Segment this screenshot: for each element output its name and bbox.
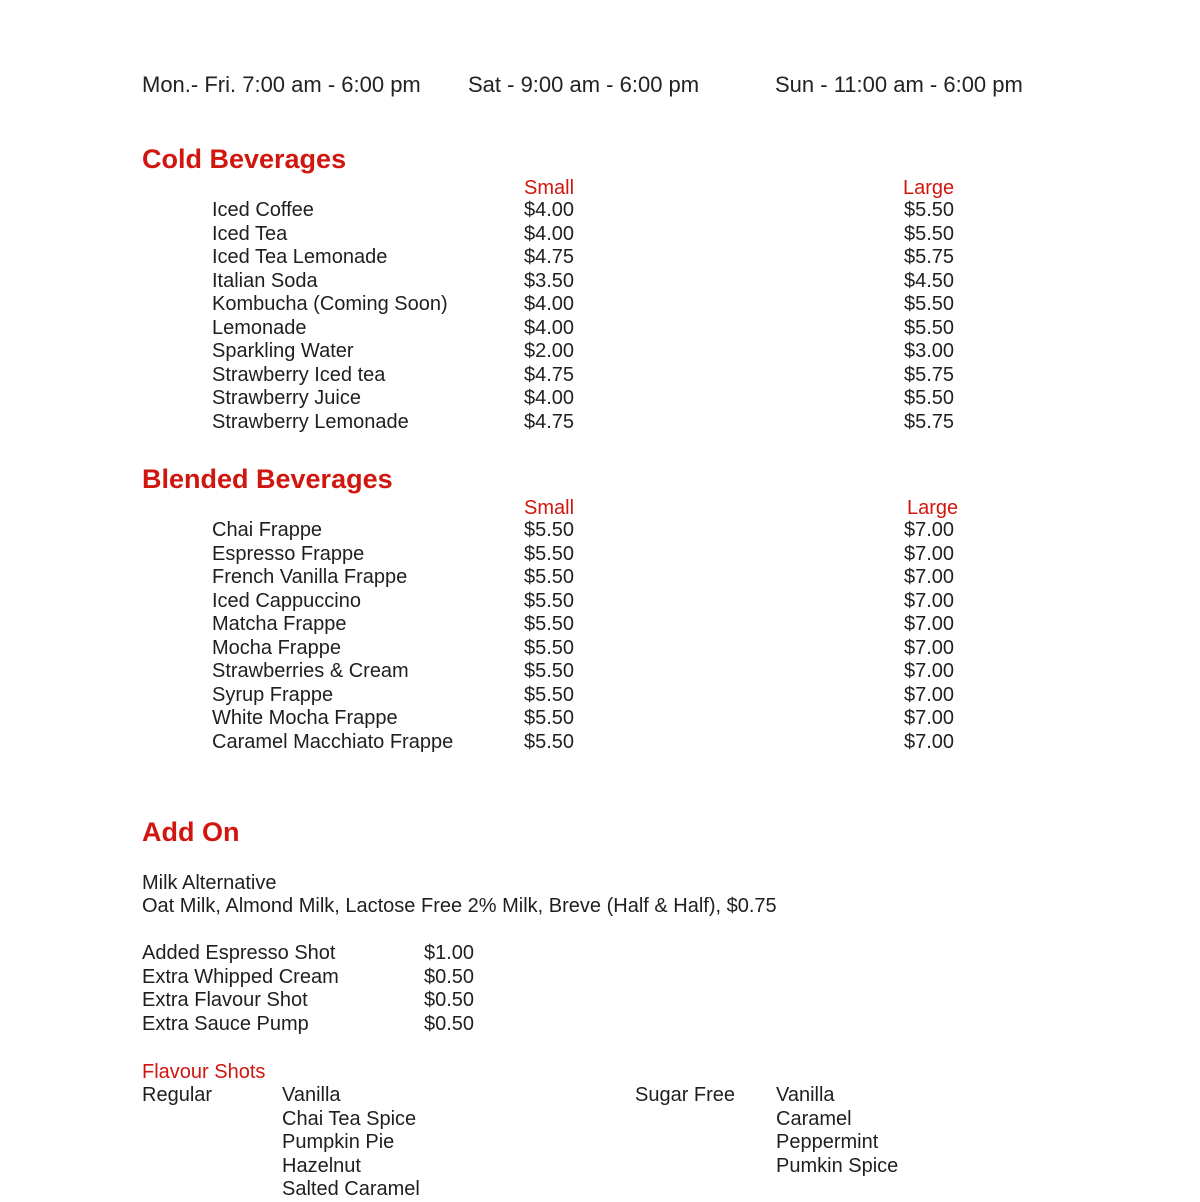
item-name: Caramel Macchiato Frappe	[212, 730, 454, 753]
item-price-small: $5.50	[524, 730, 575, 753]
item-price-small: $2.00	[524, 340, 575, 362]
regular-flavours-label: Regular	[142, 1084, 213, 1106]
menu-item-row	[212, 660, 972, 684]
item-price-small: $4.00	[524, 387, 575, 409]
item-price-small: $4.75	[524, 246, 575, 268]
flavour-item: Peppermint	[776, 1131, 879, 1153]
add-on-title: Add On	[142, 817, 240, 847]
opening-hours	[142, 70, 1142, 100]
item-price-small: $5.50	[524, 589, 575, 612]
item-name: Kombucha (Coming Soon)	[212, 293, 448, 315]
flavour-item: Pumpkin Pie	[282, 1131, 395, 1153]
item-name: Iced Cappuccino	[212, 589, 361, 612]
blended-beverages-title: Blended Beverages	[142, 464, 393, 494]
flavour-item: Pumkin Spice	[776, 1154, 899, 1177]
item-price-large: $7.00	[904, 613, 955, 635]
menu-item-row	[212, 387, 972, 411]
item-price-small: $5.50	[524, 566, 575, 588]
add-on-price: $1.00	[424, 942, 475, 964]
menu-item-row	[212, 637, 972, 661]
item-price-large: $5.50	[904, 293, 955, 315]
item-price-large: $5.50	[904, 316, 955, 339]
item-name: White Mocha Frappe	[212, 707, 398, 729]
blended-beverages-list	[212, 519, 972, 754]
menu-item-row	[212, 543, 972, 567]
item-name: Sparkling Water	[212, 340, 354, 362]
menu-item-row	[212, 731, 972, 755]
regular-flavours-list	[282, 1084, 420, 1202]
item-name: Iced Tea Lemonade	[212, 246, 388, 268]
item-price-small: $4.00	[524, 316, 575, 339]
flavour-item: Salted Caramel	[282, 1178, 420, 1200]
cold-small-header: Small	[524, 177, 575, 199]
add-on-name: Added Espresso Shot	[142, 942, 336, 964]
hours-sunday: Sun - 11:00 am - 6:00 pm	[775, 72, 1023, 97]
add-on-price: $0.50	[424, 1012, 475, 1035]
flavour-item: Caramel	[776, 1107, 852, 1130]
add-on-price: $0.50	[424, 965, 475, 988]
item-price-large: $7.00	[904, 636, 955, 659]
item-price-large: $7.00	[904, 542, 955, 565]
item-price-large: $5.50	[904, 387, 955, 409]
add-on-row	[142, 989, 542, 1013]
item-price-large: $5.75	[904, 363, 955, 386]
item-price-small: $5.50	[524, 660, 575, 682]
menu-item-row	[212, 317, 972, 341]
item-price-small: $5.50	[524, 519, 575, 541]
item-name: Mocha Frappe	[212, 636, 341, 659]
item-name: Strawberries & Cream	[212, 660, 409, 682]
item-price-small: $4.75	[524, 410, 575, 433]
item-price-large: $7.00	[904, 566, 955, 588]
item-price-small: $4.75	[524, 363, 575, 386]
menu-item-row	[212, 293, 972, 317]
item-name: Iced Tea	[212, 222, 288, 245]
item-price-large: $7.00	[904, 660, 955, 682]
menu-item-row	[212, 223, 972, 247]
blended-large-header: Large	[907, 497, 959, 519]
menu-item-row	[212, 519, 972, 543]
menu-item-row	[212, 199, 972, 223]
cold-beverages-title: Cold Beverages	[142, 144, 347, 174]
blended-small-header: Small	[524, 497, 575, 519]
cold-beverages-list	[212, 199, 972, 434]
item-price-small: $5.50	[524, 542, 575, 565]
flavour-item: Chai Tea Spice	[282, 1107, 417, 1130]
item-price-small: $5.50	[524, 683, 575, 706]
sugar-free-flavours-list	[776, 1084, 898, 1178]
milk-alternative-options: Oat Milk, Almond Milk, Lactose Free 2% Milk, Breve (Half & Half), $0.75	[142, 895, 777, 917]
add-on-price: $0.50	[424, 989, 475, 1011]
item-price-small: $5.50	[524, 707, 575, 729]
item-price-small: $5.50	[524, 636, 575, 659]
menu-item-row	[212, 364, 972, 388]
flavour-item: Vanilla	[282, 1084, 341, 1106]
add-on-name: Extra Sauce Pump	[142, 1012, 309, 1035]
add-on-name: Extra Flavour Shot	[142, 989, 308, 1011]
item-name: Syrup Frappe	[212, 683, 334, 706]
sugar-free-flavours-label: Sugar Free	[635, 1084, 736, 1106]
item-name: French Vanilla Frappe	[212, 566, 408, 588]
add-on-name: Extra Whipped Cream	[142, 965, 339, 988]
item-price-small: $5.50	[524, 613, 575, 635]
menu-item-row	[212, 566, 972, 590]
flavour-item: Vanilla	[776, 1084, 835, 1106]
item-price-large: $7.00	[904, 519, 955, 541]
item-price-large: $4.50	[904, 269, 955, 292]
item-price-small: $3.50	[524, 269, 575, 292]
item-price-large: $3.00	[904, 340, 955, 362]
item-price-large: $7.00	[904, 589, 955, 612]
milk-alternative-label: Milk Alternative	[142, 872, 277, 894]
item-name: Lemonade	[212, 316, 307, 339]
flavour-item: Hazelnut	[282, 1154, 361, 1177]
add-on-row	[142, 942, 542, 966]
menu-item-row	[212, 270, 972, 294]
item-price-large: $5.50	[904, 199, 955, 221]
item-name: Matcha Frappe	[212, 613, 347, 635]
add-on-extras-list	[142, 942, 542, 1036]
menu-item-row	[212, 340, 972, 364]
item-name: Iced Coffee	[212, 199, 314, 221]
menu-item-row	[212, 684, 972, 708]
add-on-row	[142, 966, 542, 990]
item-price-large: $7.00	[904, 683, 955, 706]
item-name: Espresso Frappe	[212, 542, 365, 565]
menu-item-row	[212, 613, 972, 637]
item-price-large: $7.00	[904, 730, 955, 753]
add-on-row	[142, 1013, 542, 1037]
item-name: Strawberry Lemonade	[212, 410, 409, 433]
item-name: Chai Frappe	[212, 519, 323, 541]
hours-saturday: Sat - 9:00 am - 6:00 pm	[468, 72, 700, 97]
item-price-small: $4.00	[524, 199, 575, 221]
menu-item-row	[212, 590, 972, 614]
menu-item-row	[212, 707, 972, 731]
item-price-small: $4.00	[524, 293, 575, 315]
menu-item-row	[212, 411, 972, 435]
item-name: Strawberry Juice	[212, 387, 361, 409]
cold-large-header: Large	[903, 177, 955, 199]
hours-weekday: Mon.- Fri. 7:00 am - 6:00 pm	[142, 72, 421, 97]
item-name: Italian Soda	[212, 269, 318, 292]
item-price-large: $5.50	[904, 222, 955, 245]
item-name: Strawberry Iced tea	[212, 363, 386, 386]
item-price-large: $5.75	[904, 246, 955, 268]
item-price-small: $4.00	[524, 222, 575, 245]
item-price-large: $7.00	[904, 707, 955, 729]
menu-item-row	[212, 246, 972, 270]
item-price-large: $5.75	[904, 410, 955, 433]
flavour-shots-title: Flavour Shots	[142, 1061, 266, 1083]
